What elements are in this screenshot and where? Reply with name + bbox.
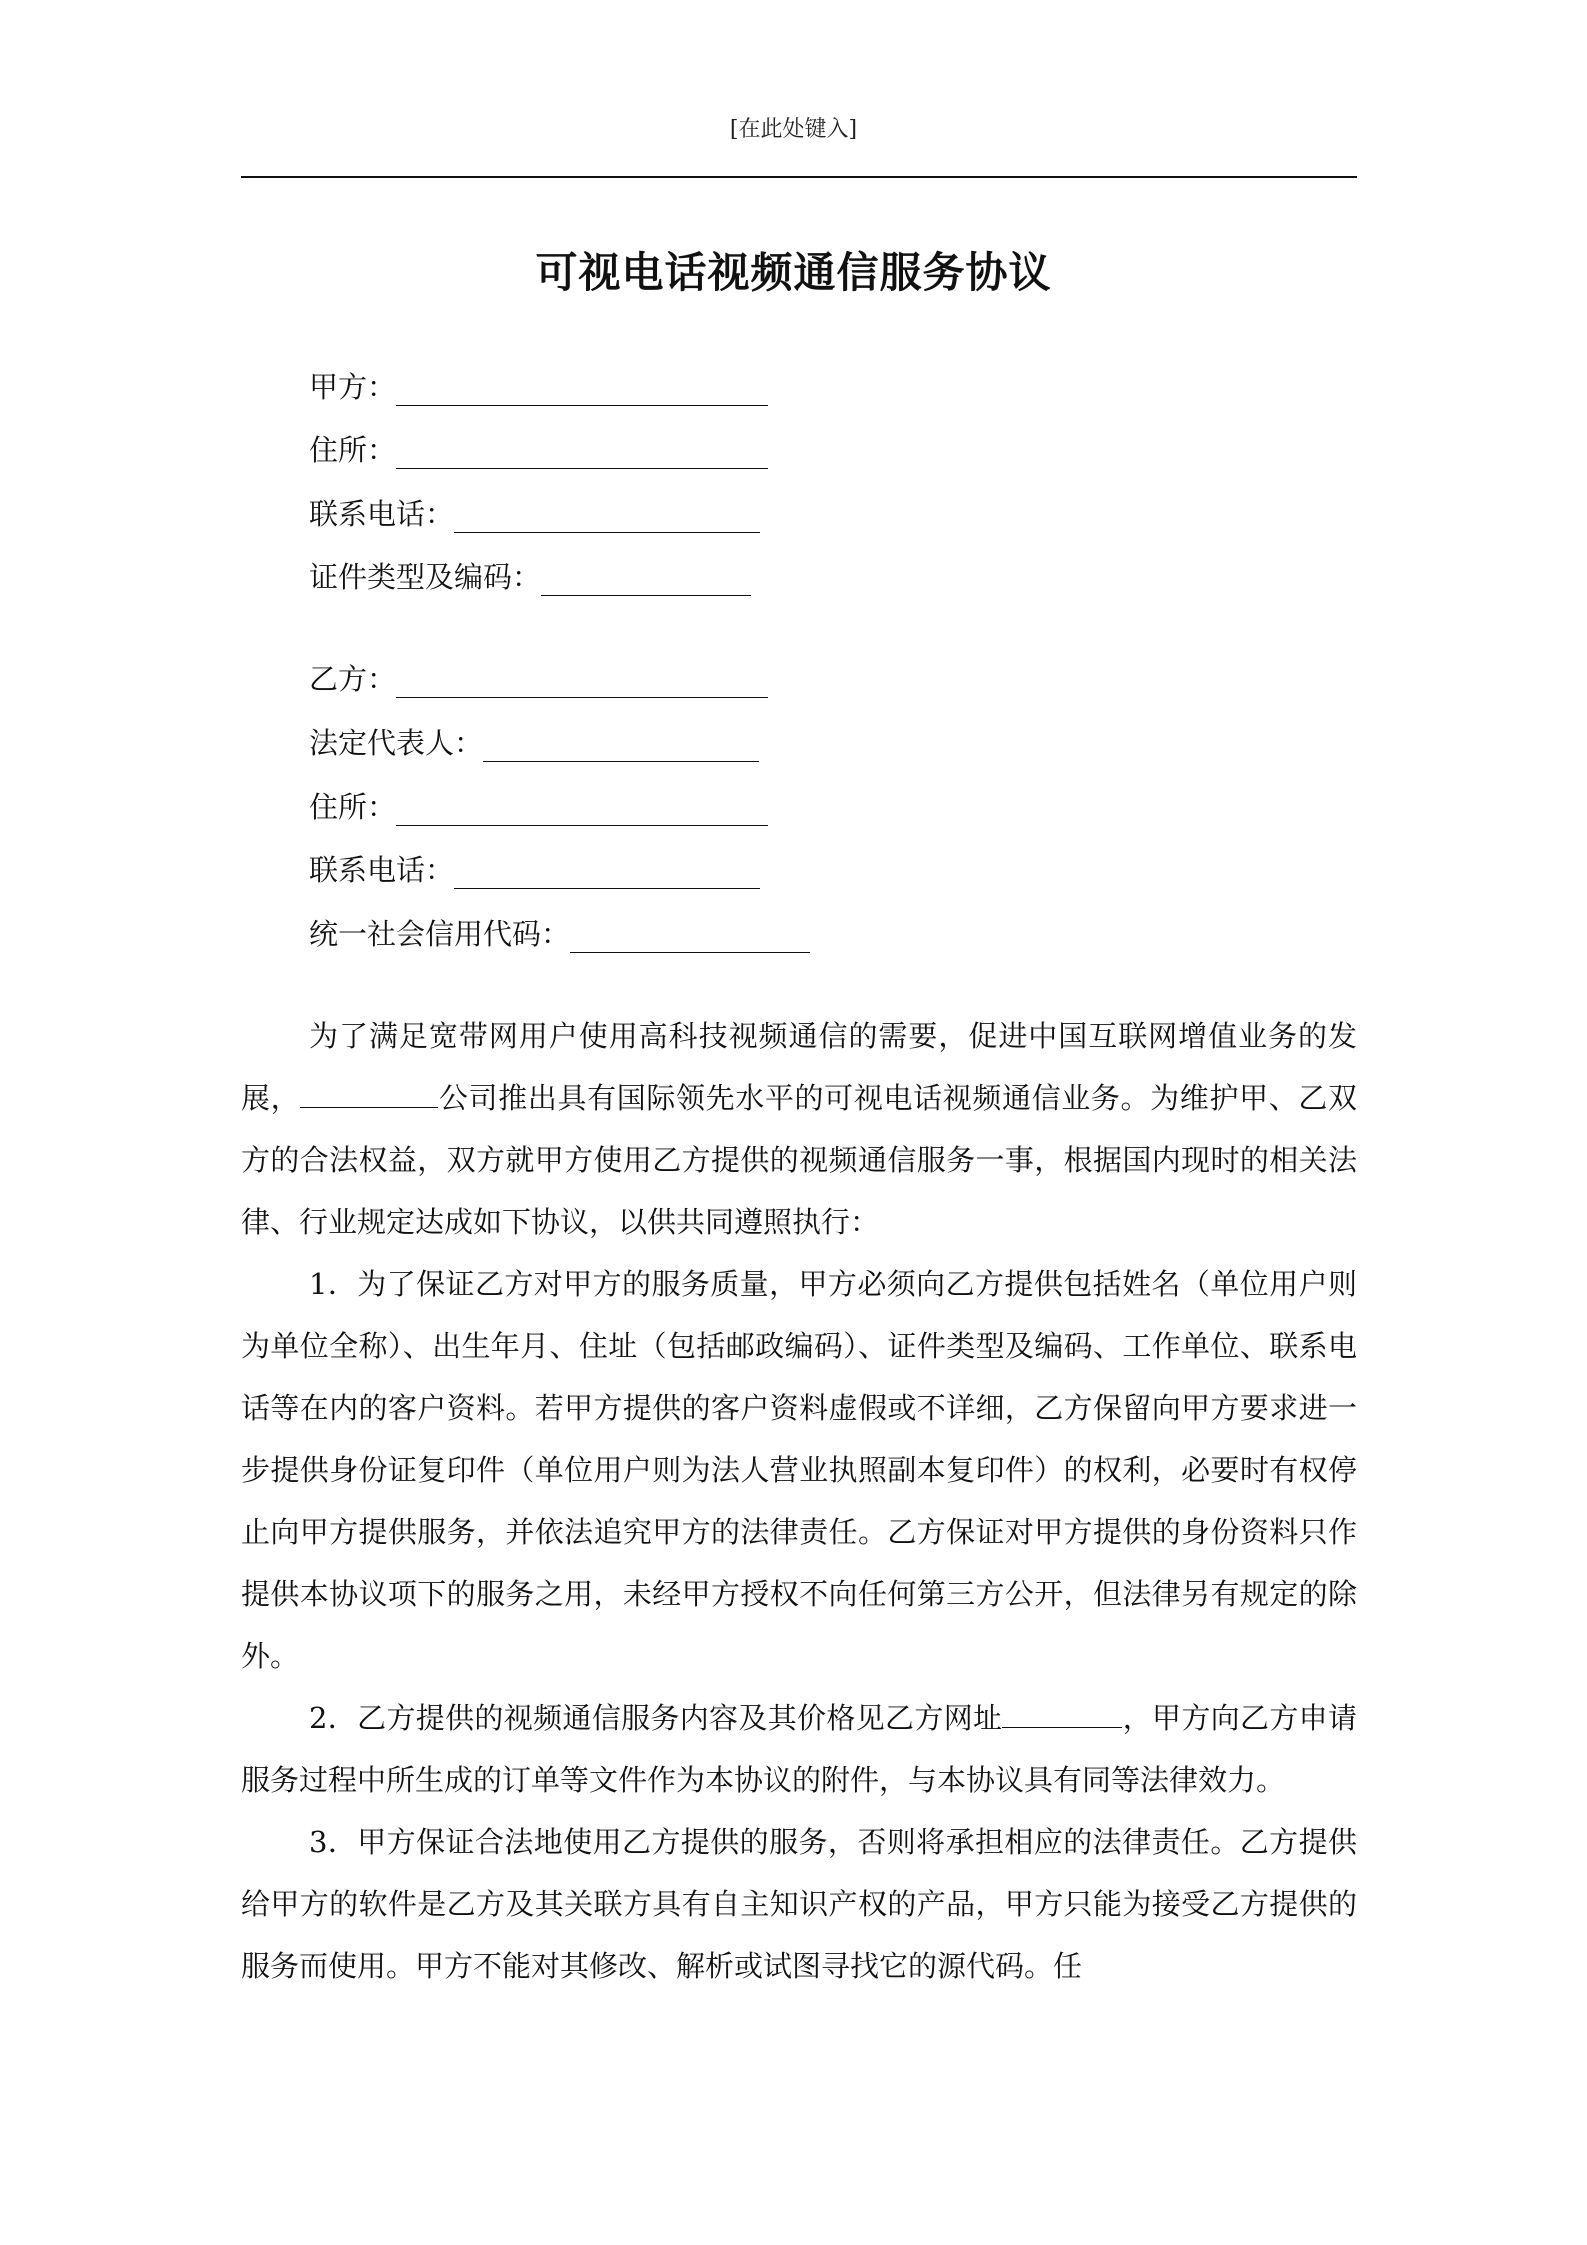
party-b-name-blank[interactable]: [396, 667, 768, 698]
party-a-phone-blank[interactable]: [454, 502, 760, 533]
party-b-address-field: [309, 786, 768, 826]
clause-1: 1．为了保证乙方对甲方的服务质量，甲方必须向乙方提供包括姓名（单位用户则为单位全称）、出生年月、住址（包括邮政编码）、证件类型及编码、工作单位、联系电话等在内的客户资料。若甲方提供的客户资料虚假或不详细，乙方保留向甲方要求进一步提供身份证复印件（单位用户则为法人营业执照副本复印件）的权利，必要时有权停止向甲方提供服务，并依法追究甲方的法律责任。乙方保证对甲方提供的身份资料只作提供本协议项下的服务之用，未经甲方授权不向任何第三方公开，但法律另有规定的除外。: [241, 1267, 1357, 1673]
party-a-phone-field: [309, 493, 760, 533]
company-name-blank[interactable]: [300, 1081, 438, 1108]
intro-paragraph: [241, 1005, 1357, 1253]
party-b-address-label: 住所：: [309, 790, 397, 824]
party-a-name-blank[interactable]: [396, 375, 768, 406]
party-b-rep-blank[interactable]: [483, 731, 759, 762]
party-a-id-blank[interactable]: [541, 565, 751, 596]
clause-2: [241, 1687, 1357, 1811]
party-a-id-field: [309, 556, 751, 596]
party-b-name-field: [309, 658, 768, 698]
intro-text-2: 公司推出具有国际领先水平的可视电话视频通信业务。为维护甲、乙双方的合法权益，双方就甲方使用乙方提供的视频通信服务一事，根据国内现时的相关法律、行业规定达成如下协议，以供共同遵照执行：: [241, 1081, 1357, 1239]
page-header: [在此处键入]: [729, 117, 858, 142]
clause-2-text-1: 2．乙方提供的视频通信服务内容及其价格见乙方网址: [309, 1701, 1003, 1735]
party-a-id-label: 证件类型及编码：: [309, 560, 542, 594]
party-a-name-label: 甲方：: [309, 370, 397, 404]
party-b-address-blank[interactable]: [396, 795, 768, 826]
party-a-name-field: [309, 366, 768, 406]
agreement-body: [241, 1005, 1357, 1997]
party-b-phone-blank[interactable]: [454, 858, 760, 889]
header-divider: [241, 176, 1357, 178]
party-b-rep-label: 法定代表人：: [309, 726, 484, 760]
party-b-phone-field: [309, 849, 760, 889]
party-a-address-label: 住所：: [309, 433, 397, 467]
party-a-address-field: [309, 429, 768, 469]
party-b-credit-code-field: [309, 913, 810, 953]
party-b-rep-field: [309, 722, 759, 762]
clause-2-text-2: ，甲方向乙方申请服务过程中所生成的订单等文件作为本协议的附件，与本协议具有同等法律效力。: [241, 1701, 1357, 1797]
party-b-credit-code-label: 统一社会信用代码：: [309, 917, 571, 951]
party-a-phone-label: 联系电话：: [309, 497, 455, 531]
party-b-phone-label: 联系电话：: [309, 853, 455, 887]
party-b-name-label: 乙方：: [309, 662, 397, 696]
clause-3: 3．甲方保证合法地使用乙方提供的服务，否则将承担相应的法律责任。乙方提供给甲方的软件是乙方及其关联方具有自主知识产权的产品，甲方只能为接受乙方提供的服务而使用。甲方不能对其修改、解析或试图寻找它的源代码。任: [241, 1825, 1357, 1983]
party-a-address-blank[interactable]: [396, 438, 768, 469]
document-title: 可视电话视频通信服务协议: [535, 248, 1052, 297]
intro-text-1: 为了满足宽带网用户使用高科技视频通信的需要，促进中国互联网增值业务的发展，: [241, 1019, 1357, 1115]
website-blank[interactable]: [1002, 1701, 1122, 1728]
party-b-credit-code-blank[interactable]: [570, 922, 810, 953]
